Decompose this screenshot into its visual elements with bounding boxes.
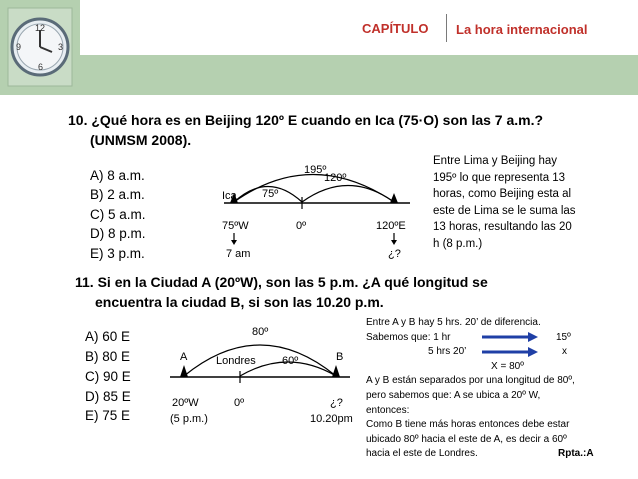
q11-a-time: (5 p.m.) (170, 413, 208, 425)
q10-arc-left: 75º (262, 188, 279, 200)
q11-expl-line4: X = 80º (491, 360, 524, 372)
q10-arc-right: 120º (324, 172, 347, 184)
clock-number: 3 (58, 42, 64, 52)
q10-option-c: C) 5 a.m. (90, 207, 146, 222)
q10-expl-line: Entre Lima y Beijing hay (433, 155, 558, 167)
q11-question-line2: encuentra la ciudad B, si son las 10.20 p.m. (95, 294, 384, 310)
q11-city-b: B (336, 351, 344, 363)
q11-expl-line3-right: x (562, 346, 567, 358)
q10-diagram (220, 155, 430, 265)
header-divider (446, 14, 447, 42)
q10-option-d: D) 8 p.m. (90, 226, 146, 241)
q11-arc-right: 60º (282, 355, 299, 367)
q11-answer: Rpta.:A (558, 448, 594, 460)
clock-logo (0, 0, 80, 95)
q11-expl-para-line: entonces: (366, 404, 410, 416)
clock-number: 9 (16, 42, 22, 52)
q11-arc-total: 80º (252, 326, 269, 338)
q11-expl-line2-left: Sabemos que: 1 hr (366, 331, 451, 343)
q10-question-line2: (UNMSM 2008). (90, 132, 192, 148)
q11-option-a: A) 60 E (85, 329, 131, 344)
q10-explanation (433, 153, 617, 252)
q10-option-e: E) 3 p.m. (90, 246, 145, 261)
q10-lima-time: 7 am (226, 248, 251, 260)
q11-expl-para (366, 374, 628, 447)
q11-expl-last-left: hacia el este de Londres. (366, 448, 478, 460)
q10-expl-line: horas, como Beijing esta al (433, 188, 572, 200)
q11-zero-meridian: 0º (234, 397, 245, 409)
q11-expl-line2-right: 15º (556, 331, 571, 343)
q11-diagram (160, 318, 360, 448)
q10-beijing-time: ¿? (388, 248, 401, 260)
q10-ica-label: Ica (222, 190, 237, 202)
q10-question-line1: 10. ¿Qué hora es en Beijing 120º E cuando en Ica (75·O) son las 7 a.m.? (68, 112, 544, 128)
q10-expl-line: 195º lo que representa 13 (433, 171, 566, 184)
q10-expl-line: 13 horas, resultando las 20 (433, 221, 572, 233)
clock-icon (0, 0, 80, 95)
q11-expl-line1: Entre A y B hay 5 hrs. 20’ de diferencia. (366, 317, 541, 328)
header-band (0, 55, 638, 95)
q11-option-b: B) 80 E (85, 349, 131, 364)
q11-option-d: D) 85 E (85, 389, 131, 404)
q10-zero-meridian: 0º (296, 220, 307, 232)
q10-lima-longitude: 75ºW (222, 220, 249, 232)
q11-expl-para-line: Como B tiene más horas entonces debe estar (366, 419, 570, 431)
q11-question-line1: 11. Si en la Ciudad A (20ºW), son las 5 p.m. ¿A qué longitud se (75, 274, 488, 290)
q10-expl-line: este de Lima se le suma las (433, 204, 576, 217)
q10-option-b: B) 2 a.m. (90, 187, 145, 202)
q10-option-a: A) 8 a.m. (90, 168, 145, 183)
q11-option-c: C) 90 E (85, 369, 131, 384)
q11-expl-para-line: pero sabemos que: A se ubica a 20º W, (366, 389, 541, 401)
q11-expl-last-line (366, 447, 628, 462)
q10-expl-line: h (8 p.m.) (433, 237, 483, 250)
q11-b-time: 10.20pm (310, 413, 353, 425)
q11-option-e: E) 75 E (85, 408, 131, 423)
q11-expl-line3-left: 5 hrs 20’ (428, 346, 467, 358)
q11-londres-label: Londres (216, 355, 256, 367)
clock-number: 12 (35, 23, 46, 33)
q11-city-a: A (180, 351, 188, 363)
q11-a-longitude: 20ºW (172, 397, 199, 409)
chapter-label: CAPÍTULO (362, 21, 429, 36)
q11-expl-para-line: ubicado 80º hacia el este de A, es decir a 60º (366, 433, 567, 445)
q11-b-longitude: ¿? (330, 397, 343, 409)
q10-arc-total: 195º (304, 164, 327, 176)
clock-number: 6 (38, 62, 44, 72)
q11-expl-para-line: A y B están separados por una longitud de 80º, (366, 375, 575, 387)
q10-beijing-longitude: 120ºE (376, 220, 406, 232)
topic-title: La hora internacional (456, 22, 588, 37)
q11-arrows (480, 330, 542, 362)
